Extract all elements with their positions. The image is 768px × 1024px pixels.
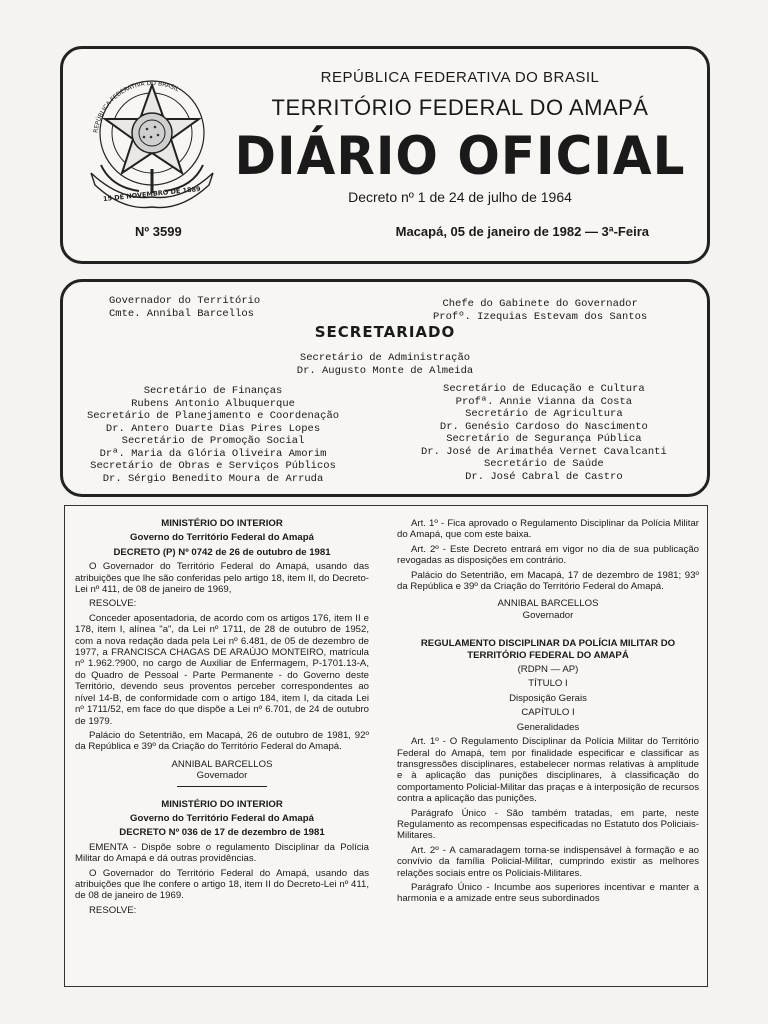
signer-role: Governador <box>196 770 248 782</box>
section-heading: Disposição Gerais <box>509 692 587 704</box>
secretary-name: Dr. José de Arimathéa Vernet Cavalcanti <box>421 445 667 458</box>
paragraph: RESOLVE: <box>89 904 137 916</box>
paragraph: O Governador do Território Federal do Amapá, usando das atribuições que lhe são conferidas pelo artigo 18, item II, do Decreto-Lei nº 411, de 08 de janeiro de 1969, <box>75 561 369 596</box>
admin-secretary-block <box>63 352 707 377</box>
paragraph: EMENTA - Dispõe sobre o regulamento Disciplinar da Polícia Militar do Amapá e dá outras providências. <box>75 841 369 865</box>
gazette-body <box>64 505 708 987</box>
paragraph: Parágrafo Único - São também tratadas, em parte, neste Regulamento as recompensas especificadas no Estatuto dos Policiais-Militares. <box>397 807 699 842</box>
governor-block <box>109 295 260 320</box>
government-heading: Governo do Território Federal do Amapá <box>130 532 314 544</box>
paragraph: Parágrafo Único - Incumbe aos superiores incentivar e manter a harmonia e a amizade entre seus subordinados <box>397 881 699 905</box>
left-column <box>75 518 369 919</box>
secretaries-right <box>421 383 667 483</box>
decree-title: DECRETO (P) Nº 0742 de 26 de outubro de 1981 <box>113 546 331 558</box>
chapter-heading: CAPÍTULO I <box>521 707 575 719</box>
chief-name: Profº. Izequias Estevam dos Santos <box>433 310 648 323</box>
paragraph: Palácio do Setentrião, em Macapá, 26 de outubro de 1981, 92º da República e 39º da Criação do Território Federal do Amapá. <box>75 729 369 753</box>
signer-name: ANNIBAL BARCELLOS <box>171 758 273 770</box>
founding-decree: Decreto nº 1 de 24 de julho de 1964 <box>348 189 572 205</box>
chief-title: Chefe do Gabinete do Governador <box>442 298 638 310</box>
secretaries-left <box>87 385 339 485</box>
secretary-name: Rubens Antonio Albuquerque <box>131 397 295 410</box>
issue-number: Nº 3599 <box>135 224 182 239</box>
secretariat-panel <box>60 279 710 497</box>
section-heading: Generalidades <box>516 721 580 733</box>
secretary-title: Secretário de Finanças <box>143 385 283 397</box>
regulation-title: REGULAMENTO DISCIPLINAR DA POLÍCIA MILITAR DO TERRITÓRIO FEDERAL DO AMAPÁ <box>420 638 676 661</box>
regulation-acronym: (RDPN — AP) <box>517 664 579 676</box>
paragraph: O Governador do Território Federal do Amapá, usando das atribuições que lhe confere o artigo 18, item II do Decreto-Lei nº 411, de 08 de janeiro de 1969. <box>75 867 369 902</box>
admin-title: Secretário de Administração <box>299 352 471 364</box>
signer-role: Governador <box>522 609 574 621</box>
secretary-name: Profª. Annie Vianna da Costa <box>455 395 633 408</box>
admin-name: Dr. Augusto Monte de Almeida <box>296 364 474 377</box>
secretary-name: Drª. Maria da Glória Oliveira Amorim <box>99 447 327 460</box>
seal-ribbon-date: 15 DE NOVEMBRO DE 1889 <box>102 184 201 204</box>
secretary-title: Secretário de Obras e Serviços Públicos <box>90 460 336 472</box>
territory-line: TERRITÓRIO FEDERAL DO AMAPÁ <box>271 95 649 120</box>
decree-title: DECRETO Nº 036 de 17 de dezembro de 1981 <box>119 827 325 839</box>
secretary-title: Secretário de Promoção Social <box>121 435 305 447</box>
paragraph: Art. 1º - O Regulamento Disciplinar da Polícia Militar do Território Federal do Amapá, tem por finalidade especificar e classificar as transgressões disciplinares, estabelecer normas relativas à amplitude e à aplicação das punições disciplinares, à classificação do comportamento Policial-Militar das praças e à interposição de recursos contra a aplicação das punições. <box>397 736 699 805</box>
secretary-title: Secretário de Segurança Pública <box>446 433 642 445</box>
right-column <box>397 518 699 908</box>
paragraph: Conceder aposentadoria, de acordo com os artigos 176, item II e 178, item I, alínea "a", da Lei nº 1711, de 28 de outubro de 1952, com a nova redação dada pela Lei nº 6.481, de 05 de dezembro de 1977, a FRANCISCA CHAGAS DE ARAÚJO MONTEIRO, matrícula nº 1.962.?900, no cargo de Auxiliar de Enfermagem, P-1701.13-A, do Quadro de Pessoal - Parte Permanente - do Governo deste Território, devendo seus proventos perceber correspondentes ao nível 14-B, de conformidade com o artigo 184, item I, da citada Lei nº 1711/52, em face do que dispõe a Lei nº 6.701, de 24 de outubro de 1979. <box>75 612 369 727</box>
secretary-name: Dr. Sérgio Benedito Moura de Arruda <box>102 472 324 485</box>
republic-line: REPÚBLICA FEDERATIVA DO BRASIL <box>320 69 600 86</box>
secretary-title: Secretário de Agricultura <box>465 408 623 420</box>
ministry-heading: MINISTÉRIO DO INTERIOR <box>161 518 283 529</box>
paragraph: Art. 1º - Fica aprovado o Regulamento Disciplinar da Polícia Militar do Amapá, que com este baixa. <box>397 518 699 541</box>
secretary-name: Dr. Antero Duarte Dias Pires Lopes <box>105 422 321 435</box>
governor-title: Governador do Território <box>109 295 261 307</box>
chief-of-staff-block <box>433 298 647 323</box>
masthead <box>60 46 710 264</box>
coat-of-arms-seal <box>81 69 223 211</box>
governor-name: Cmte. Annibal Barcellos <box>109 307 254 320</box>
signer-name: ANNIBAL BARCELLOS <box>497 598 599 610</box>
secretariat-heading: SECRETARIADO <box>314 323 456 341</box>
secretary-title: Secretário de Saúde <box>484 458 604 470</box>
issue-date: Macapá, 05 de janeiro de 1982 — 3ª-Feira <box>395 224 649 239</box>
signature-rule <box>177 786 267 787</box>
seal-ring-text: REPÚBLICA FEDERATIVA DO BRASIL <box>92 79 181 134</box>
gazette-title: DIÁRIO OFICIAL <box>234 125 686 187</box>
secretary-title: Secretário de Educação e Cultura <box>443 383 645 395</box>
ministry-heading: MINISTÉRIO DO INTERIOR <box>161 798 283 810</box>
paragraph: RESOLVE: <box>89 598 137 610</box>
paragraph: Art. 2º - Este Decreto entrará em vigor no dia de sua publicação revogadas as disposições em contrário. <box>397 543 699 567</box>
secretary-name: Dr. José Cabral de Castro <box>465 470 623 483</box>
paragraph: Palácio do Setentrião, em Macapá, 17 de dezembro de 1981; 93º da República e 39º da Criação do Território Federal do Amapá. <box>397 569 699 593</box>
government-heading: Governo do Território Federal do Amapá <box>130 812 314 824</box>
secretary-title: Secretário de Planejamento e Coordenação <box>87 410 340 422</box>
secretary-name: Dr. Genésio Cardoso do Nascimento <box>439 420 648 433</box>
title-heading: TÍTULO I <box>528 678 568 690</box>
paragraph: Art. 2º - A camaradagem torna-se indispensável à formação e ao convívio da família Policial-Militar, cumprindo existir as melhores relações sociais entre os Policiais-Militares. <box>397 844 699 879</box>
